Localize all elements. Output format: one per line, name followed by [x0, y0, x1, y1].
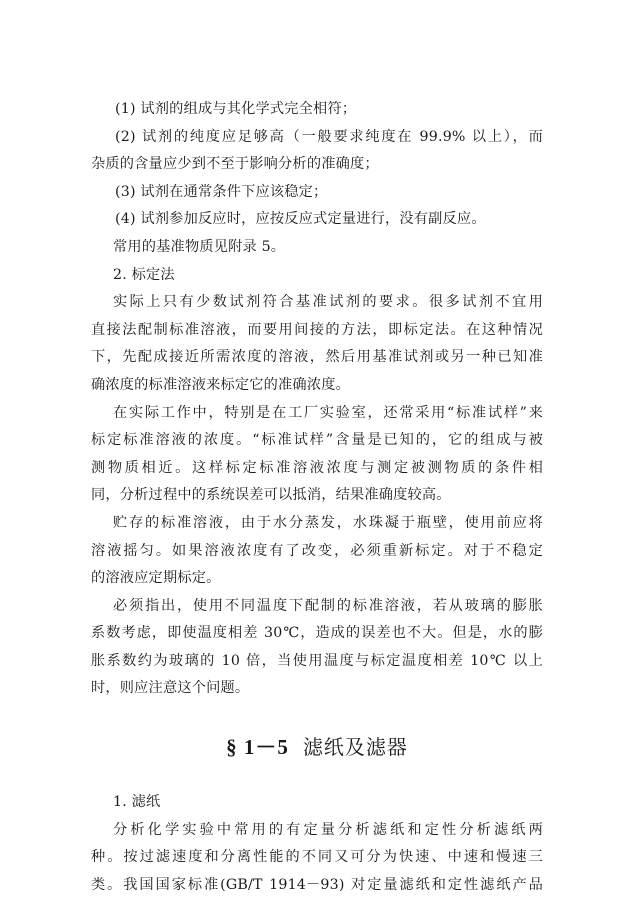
- text-line: 类。我国国家标准(GB/T 1914－93) 对定量滤纸和定性滤纸产品: [91, 876, 543, 893]
- text-line: 1. 滤纸: [113, 794, 161, 811]
- text-line: 常用的基准物质见附录 5。: [113, 238, 286, 255]
- text-line: 胀系数约为玻璃的 10 倍，当使用温度与标定温度相差 10℃ 以上: [91, 652, 543, 669]
- body-text-lower: [91, 789, 543, 899]
- text-line: 在实际工作中，特别是在工厂实验室，还常采用“标准试样”来: [113, 404, 543, 421]
- section-heading: [226, 731, 408, 761]
- text-line: (3) 试剂在通常条件下应该稳定；: [115, 183, 328, 200]
- text-line: 实际上只有少数试剂符合基准试剂的要求。很多试剂不宜用: [113, 294, 543, 311]
- text-line: 下，先配成接近所需浓度的溶液，然后用基准试剂或另一种已知准: [91, 349, 543, 366]
- text-line: (2) 试剂的纯度应足够高（一般要求纯度在 99.9% 以上），而: [115, 128, 543, 145]
- text-line: 杂质的含量应少到不至于影响分析的准确度；: [91, 156, 379, 173]
- section-heading-row: [91, 703, 543, 789]
- text-line: 确浓度的标准溶液来标定它的准确浓度。: [91, 376, 350, 393]
- text-line: 直接法配制标准溶液，而要用间接的方法，即标定法。在这种情况: [91, 321, 543, 338]
- text-line: 标定标准溶液的浓度。“标准试样”含量是已知的，它的组成与被: [91, 432, 543, 449]
- text-line: (1) 试剂的组成与其化学式完全相符；: [115, 101, 357, 117]
- text-line: 2. 标定法: [113, 266, 175, 283]
- text-line: 时，则应注意这个问题。: [91, 680, 250, 697]
- text-line: 同，分析过程中的系统误差可以抵消，结果准确度较高。: [91, 487, 451, 504]
- text-line: 溶液摇匀。如果溶液浓度有了改变，必须重新标定。对于不稳定: [91, 542, 543, 559]
- text-line: 系数考虑，即使温度相差 30℃，造成的误差也不大。但是，水的膨: [91, 625, 543, 642]
- text-line: 测物质相近。这样标定标准溶液浓度与测定被测物质的条件相: [91, 459, 543, 476]
- section-title: 滤纸及滤器: [302, 735, 408, 760]
- text-line: 的溶液应定期标定。: [91, 570, 221, 587]
- document-page: [91, 96, 543, 899]
- text-line: 种。按过滤速度和分离性能的不同又可分为快速、中速和慢速三: [91, 849, 543, 866]
- text-line: 贮存的标准溶液，由于水分蒸发，水珠凝于瓶壁，使用前应将: [113, 514, 543, 531]
- body-text-upper: [91, 96, 543, 703]
- text-line: 必须指出，使用不同温度下配制的标准溶液，若从玻璃的膨胀: [113, 597, 543, 614]
- text-line: 分析化学实验中常用的有定量分析滤纸和定性分析滤纸两: [113, 821, 543, 838]
- section-number: § 1－5: [226, 735, 289, 760]
- text-line: (4) 试剂参加反应时，应按反应式定量进行，没有副反应。: [115, 211, 486, 228]
